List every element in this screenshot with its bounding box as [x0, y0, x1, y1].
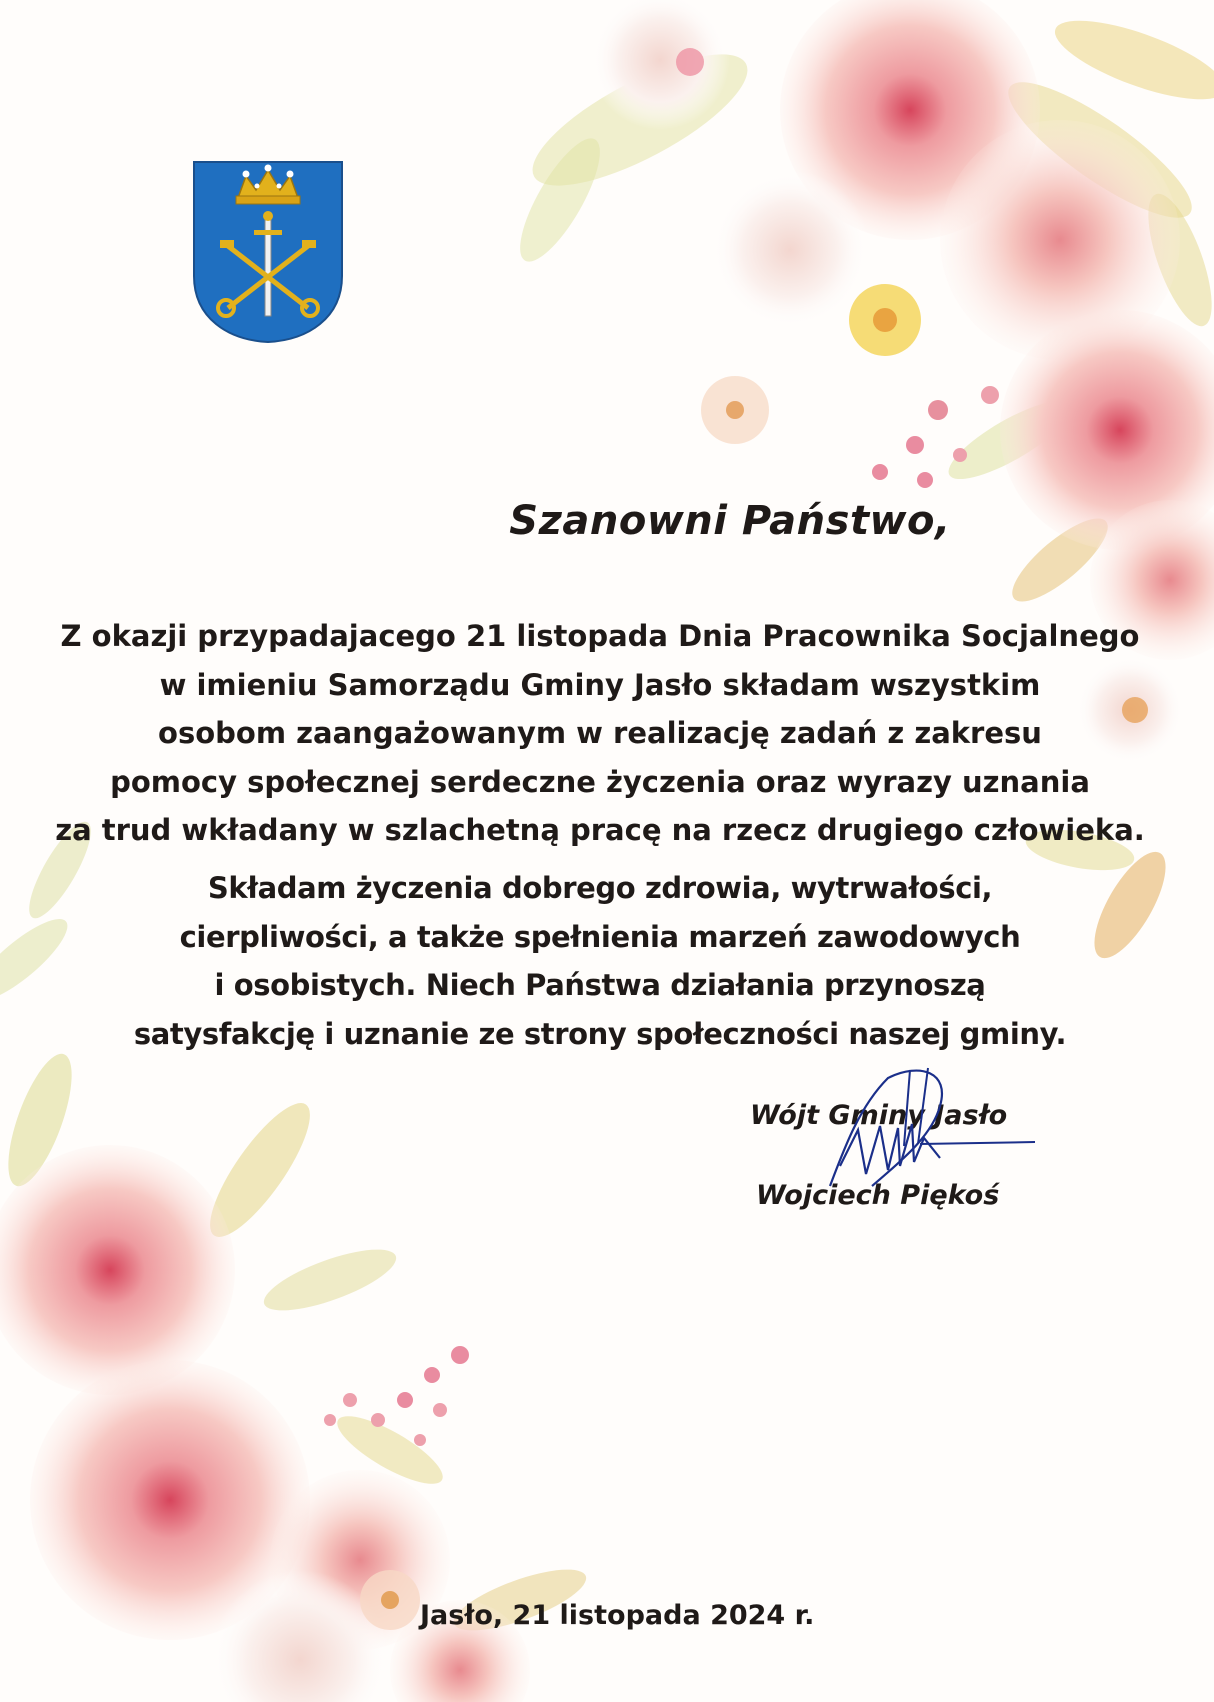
paragraph-line: satysfakcję i uznanie ze strony społeczności naszej gminy.	[133, 1016, 1067, 1051]
greeting-heading: Szanowni Państwo,	[509, 498, 951, 544]
paragraph-line: w imieniu Samorządu Gminy Jasło składam wszystkim	[159, 667, 1041, 702]
wishes-paragraph-1	[10, 612, 1190, 855]
place-and-date: Jasło, 21 listopada 2024 r.	[420, 1600, 815, 1631]
paragraph-line: Składam życzenia dobrego zdrowia, wytrwałości,	[207, 871, 993, 905]
coat-of-arms-emblem	[190, 158, 346, 344]
signature-title: Wójt Gminy Jasło	[750, 1100, 1008, 1131]
handwritten-signature	[800, 1066, 1040, 1216]
paragraph-line: za trud wkładany w szlachetną pracę na rzecz drugiego człowieka.	[55, 813, 1145, 847]
paragraph-line: i osobistych. Niech Państwa działania przynoszą	[214, 968, 986, 1002]
paragraph-line: cierpliwości, a także spełnienia marzeń zawodowych	[179, 919, 1021, 954]
signature-name: Wojciech Piękoś	[756, 1180, 1000, 1211]
paragraph-line: Z okazji przypadajacego 21 listopada Dnia Pracownika Socjalnego	[60, 619, 1140, 653]
wishes-paragraph-2	[10, 864, 1190, 1058]
paragraph-line: osobom zaangażowanym w realizację zadań z zakresu	[158, 716, 1042, 750]
paragraph-line: pomocy społecznej serdeczne życzenia oraz wyrazy uznania	[110, 764, 1090, 799]
